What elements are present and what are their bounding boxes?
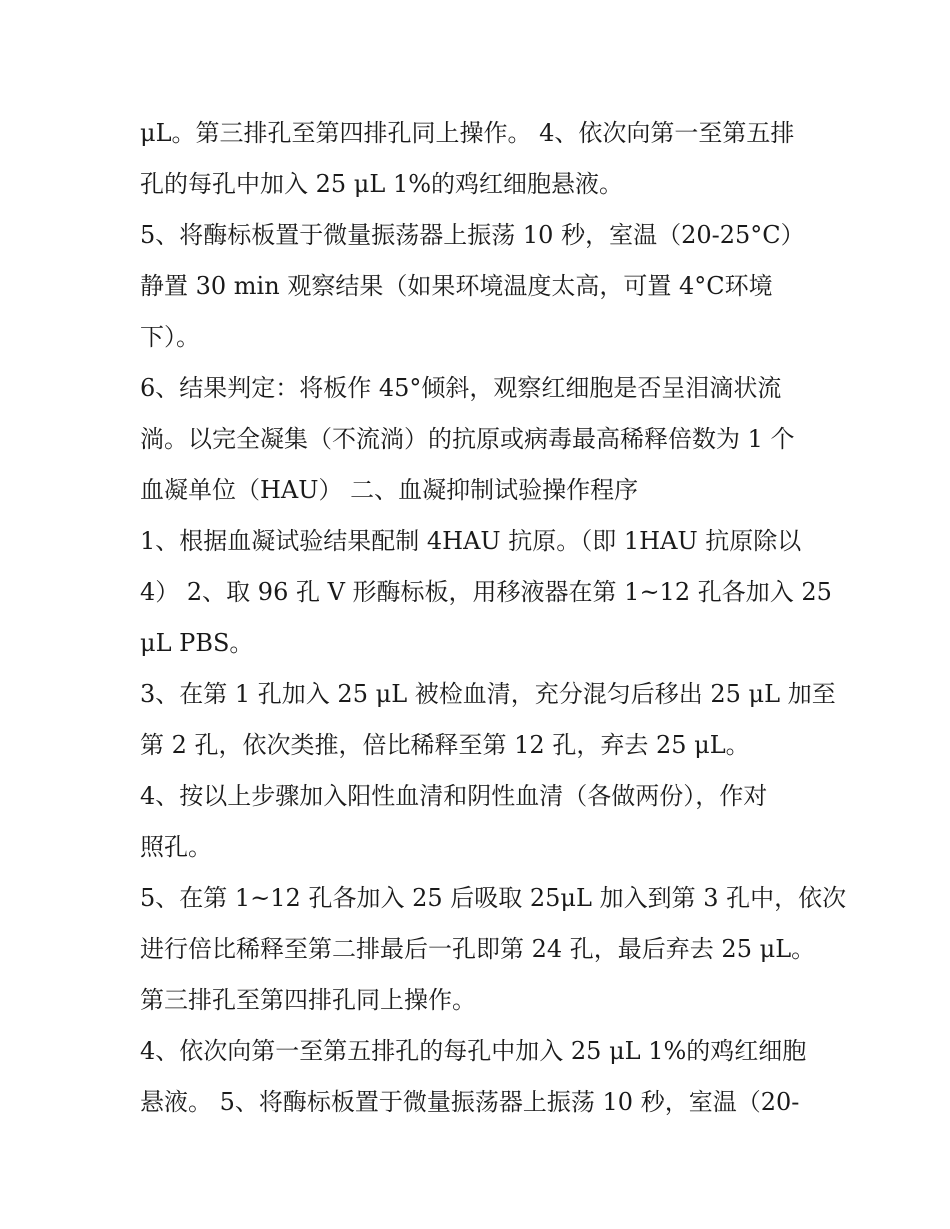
text-line: 4） 2、取 96 孔 V 形酶标板，用移液器在第 1~12 孔各加入 25 — [140, 578, 832, 606]
text-line: 6、结果判定：将板作 45°倾斜，观察红细胞是否呈泪滴状流 — [140, 374, 782, 402]
text-line: 5、将酶标板置于微量振荡器上振荡 10 秒，室温（20-25°C） — [140, 221, 805, 249]
text-line: 下）。 — [140, 323, 200, 351]
text-line: 1、根据血凝试验结果配制 4HAU 抗原。（即 1HAU 抗原除以 — [140, 527, 802, 555]
text-line: 血凝单位（HAU） 二、血凝抑制试验操作程序 — [140, 476, 639, 504]
document-body — [140, 108, 847, 1128]
text-line: 5、在第 1~12 孔各加入 25 后吸取 25μL 加入到第 3 孔中，依次 — [140, 884, 847, 912]
text-line: 照孔。 — [140, 833, 212, 861]
text-line: 淌。以完全凝集（不流淌）的抗原或病毒最高稀释倍数为 1 个 — [140, 425, 795, 453]
text-line: μL PBS。 — [140, 629, 254, 657]
text-line: 3、在第 1 孔加入 25 μL 被检血清，充分混匀后移出 25 μL 加至 — [140, 680, 836, 708]
text-line: 静置 30 min 观察结果（如果环境温度太高，可置 4°C环境 — [140, 272, 773, 300]
text-line: 第三排孔至第四排孔同上操作。 — [140, 986, 476, 1014]
text-line: μL。第三排孔至第四排孔同上操作。 4、依次向第一至第五排 — [140, 119, 795, 147]
text-line: 进行倍比稀释至第二排最后一孔即第 24 孔，最后弃去 25 μL。 — [140, 935, 816, 963]
text-line: 4、按以上步骤加入阳性血清和阴性血清（各做两份），作对 — [140, 782, 768, 810]
text-line: 4、依次向第一至第五排孔的每孔中加入 25 μL 1%的鸡红细胞 — [140, 1037, 807, 1065]
text-line: 孔的每孔中加入 25 μL 1%的鸡红细胞悬液。 — [140, 170, 624, 198]
text-line: 悬液。 5、将酶标板置于微量振荡器上振荡 10 秒，室温（20- — [140, 1088, 800, 1116]
text-line: 第 2 孔，依次类推，倍比稀释至第 12 孔，弃去 25 μL。 — [140, 731, 750, 759]
